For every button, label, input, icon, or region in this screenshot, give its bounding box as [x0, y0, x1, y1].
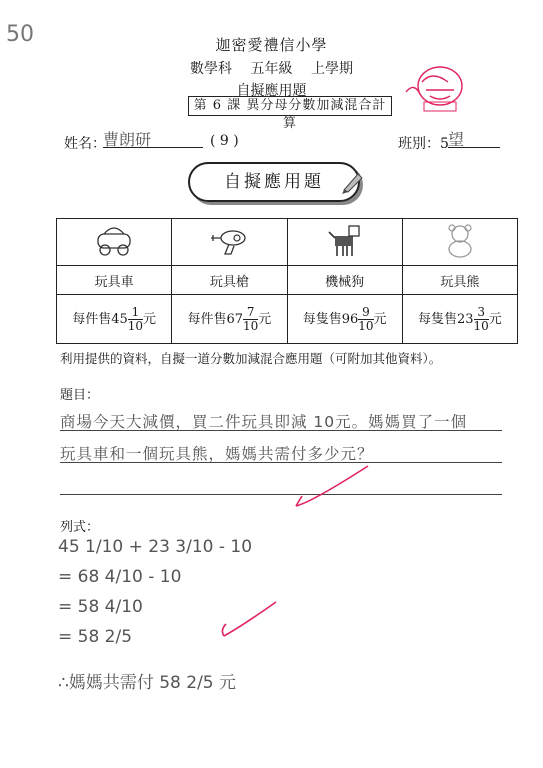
question-line[interactable]: 玩具車和一個玩具熊，媽媽共需付多少元？ — [60, 445, 374, 463]
price-denominator: 10 — [127, 318, 144, 333]
class-label: 班別：5 — [398, 136, 449, 152]
price-unit: 元 — [373, 311, 387, 327]
teacher-stamp-icon — [400, 62, 470, 114]
toy-price — [57, 295, 172, 344]
teddy-bear-cell — [402, 219, 517, 266]
check-mark-icon — [218, 596, 282, 644]
toy-car-cell — [57, 219, 172, 266]
toy-name: 機械狗 — [287, 266, 402, 295]
subject-line: 數學科 五年級 上學期 — [190, 61, 353, 77]
price-numerator: 9 — [358, 306, 373, 320]
lesson-title: 第 6 課 異分母分數加減混合計算 — [188, 96, 392, 116]
class-number: ( 9 ) — [210, 133, 239, 149]
price-prefix: 每件售 — [72, 311, 112, 327]
toy-name: 玩具車 — [57, 266, 172, 295]
price-unit: 元 — [143, 311, 157, 327]
working-line[interactable]: ∴媽媽共需付 58 2/5 元 — [58, 673, 237, 693]
toy-price — [402, 295, 517, 344]
toy-price — [172, 295, 287, 344]
toy-gun-cell — [172, 219, 287, 266]
price-denominator: 10 — [243, 318, 259, 333]
price-denominator: 10 — [358, 318, 374, 333]
working-line[interactable]: = 58 2/5 — [58, 627, 133, 647]
toy-gun-icon — [207, 222, 251, 258]
price-whole: 23 — [456, 311, 474, 327]
price-prefix: 每隻售 — [417, 311, 457, 327]
price-numerator: 3 — [474, 306, 489, 320]
answer-line — [60, 494, 502, 495]
worksheet-title: 自擬應用題 — [236, 83, 307, 99]
price-prefix: 每隻售 — [302, 311, 342, 327]
price-whole: 96 — [341, 311, 359, 327]
toy-name: 玩具槍 — [172, 266, 287, 295]
working-line[interactable]: 45 1/10 + 23 3/10 - 10 — [58, 537, 253, 557]
price-numerator: 1 — [128, 306, 143, 320]
question-label: 題目： — [60, 388, 100, 403]
class-field[interactable]: 望 — [448, 127, 500, 148]
price-unit: 元 — [258, 311, 272, 327]
price-whole: 45 — [111, 311, 128, 327]
price-unit: 元 — [488, 311, 502, 327]
robot-dog-icon — [323, 222, 367, 258]
toy-price — [287, 295, 402, 344]
toy-car-icon — [92, 222, 136, 258]
instruction-text: 利用提供的資料，自擬一道分數加減混合應用題（可附加其他資料）。 — [60, 351, 442, 366]
teddy-bear-icon — [438, 222, 482, 258]
working-line[interactable]: = 58 4/10 — [58, 597, 143, 617]
title-banner: 自擬應用題 — [188, 162, 360, 202]
working-line[interactable]: = 68 4/10 - 10 — [58, 567, 182, 587]
pencil-icon — [340, 168, 366, 194]
formula-label: 列式： — [60, 520, 100, 535]
price-whole: 67 — [226, 311, 243, 327]
toy-price-table — [56, 218, 518, 344]
check-mark-icon — [292, 462, 372, 512]
school-name: 迦密愛禮信小學 — [215, 36, 328, 54]
question-line[interactable]: 商場今天大減價，買二件玩具即減 10元。媽媽買了一個 — [60, 413, 468, 431]
price-prefix: 每件售 — [187, 311, 227, 327]
price-denominator: 10 — [473, 318, 489, 333]
price-numerator: 7 — [243, 306, 258, 320]
name-label: 姓名： — [64, 136, 106, 152]
toy-name: 玩具熊 — [402, 266, 517, 295]
robot-dog-cell — [287, 219, 402, 266]
score-mark: 50 — [6, 22, 34, 47]
name-field[interactable]: 曹朗研 — [103, 127, 203, 148]
